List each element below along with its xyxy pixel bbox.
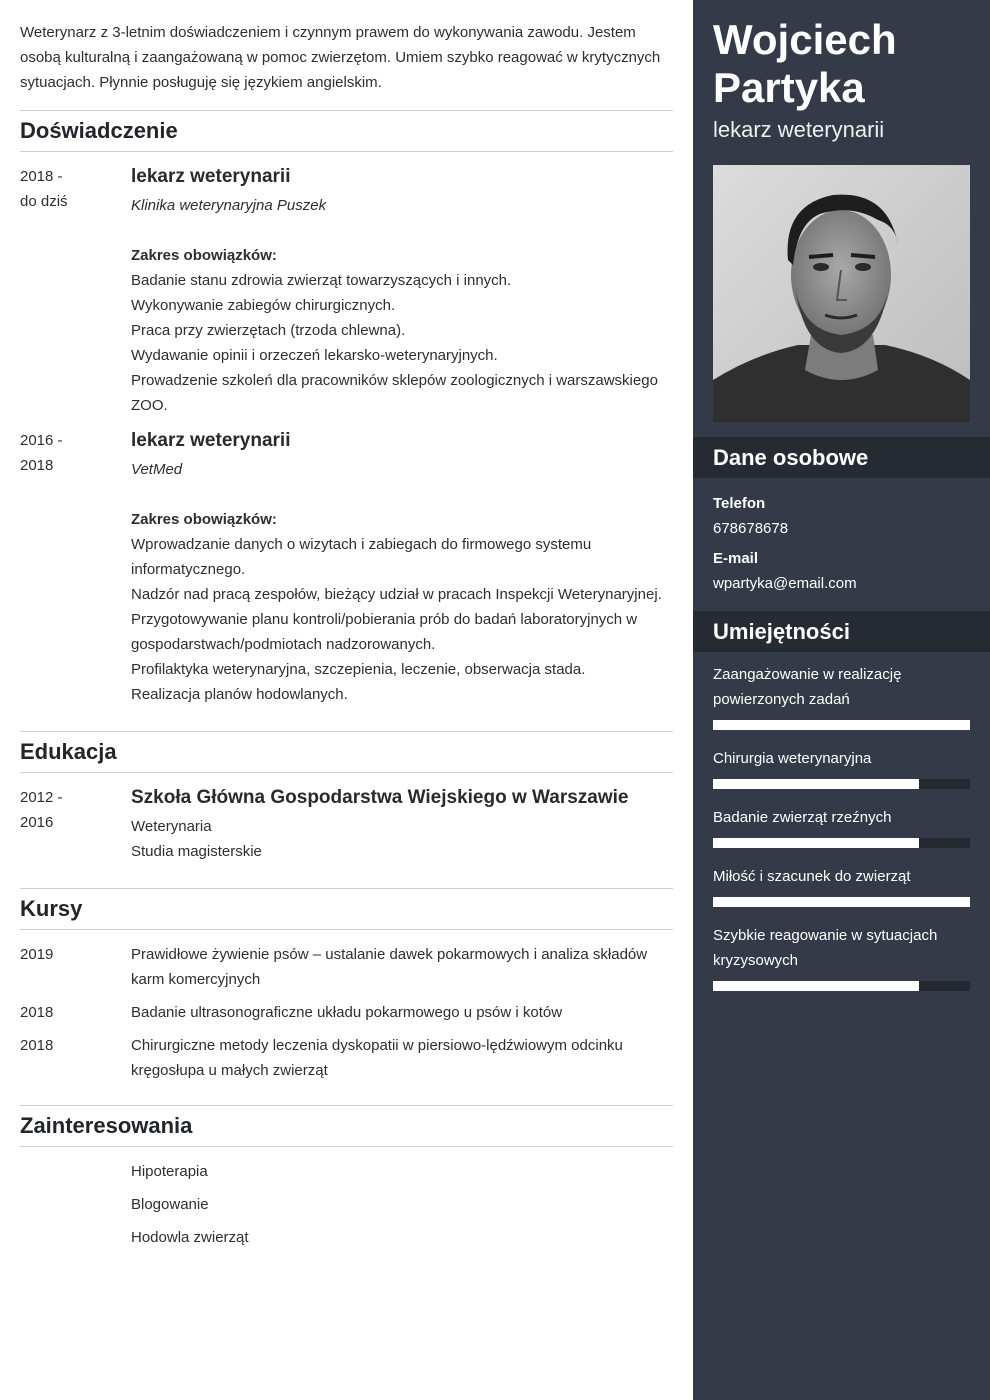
personal-data-header: Dane osobowe <box>693 437 990 478</box>
company-name: Klinika weterynaryjna Puszek <box>131 197 327 214</box>
skill-level-fill <box>713 981 919 991</box>
duty-item: Wprowadzanie danych o wizytach i zabiegach do firmowego systemu informatycznego. <box>131 536 592 578</box>
last-name: Partyka <box>713 64 865 111</box>
skill-item <box>713 746 970 789</box>
duty-item: Badanie stanu zdrowia zwierząt towarzyszących i innych. <box>131 272 512 289</box>
experience-section <box>20 111 673 732</box>
duty-item: Prowadzenie szkoleń dla pracowników sklepów zoologicznych i warszawskiego ZOO. <box>131 372 658 414</box>
interest-item: Hodowla zwierząt <box>131 1229 249 1246</box>
responsibilities-label: Zakres obowiązków: <box>131 247 277 264</box>
skill-level-fill <box>713 838 919 848</box>
email-value: wpartyka@email.com <box>713 575 857 592</box>
course-item <box>20 942 673 992</box>
duty-item: Wydawanie opinii i orzeczeń lekarsko-weterynaryjnych. <box>131 347 498 364</box>
duty-item: Wykonywanie zabiegów chirurgicznych. <box>131 297 396 314</box>
skill-item <box>713 864 970 907</box>
date-start: 2018 - <box>20 168 63 185</box>
phone-value: 678678678 <box>713 520 789 537</box>
degree: Studia magisterskie <box>131 843 262 860</box>
education-entry <box>20 785 673 864</box>
company-name: VetMed <box>131 461 183 478</box>
duty-item: Profilaktyka weterynaryjna, szczepienia, leczenie, obserwacja stada. <box>131 661 586 678</box>
experience-title: Doświadczenie <box>20 111 673 152</box>
duty-item: Praca przy zwierzętach (trzoda chlewna). <box>131 322 406 339</box>
skill-item <box>713 662 970 730</box>
course-name: Badanie ultrasonograficzne układu pokarmowego u psów i kotów <box>131 1004 563 1021</box>
experience-date <box>20 428 131 707</box>
courses-title: Kursy <box>20 889 673 930</box>
portrait-image <box>713 165 970 422</box>
skill-level-fill <box>713 779 919 789</box>
experience-entry <box>20 164 673 418</box>
skills-header: Umiejętności <box>693 611 990 652</box>
skill-name: Miłość i szacunek do zwierząt <box>713 868 911 885</box>
person-name <box>693 0 990 112</box>
skill-level-bar <box>713 838 970 848</box>
date-start: 2012 - <box>20 789 63 806</box>
email-label: E-mail <box>713 550 759 567</box>
date-start: 2016 - <box>20 432 63 449</box>
field-of-study: Weterynaria <box>131 818 212 835</box>
education-section <box>20 732 673 889</box>
profile-summary: Weterynarz z 3-letnim doświadczeniem i czynnym prawem do wykonywania zawodu. Jestem osobą kulturalną i zaangażowaną w pomoc zwierzętom. Umiem szybko reagować w krytycznych sytuacjach. Płynnie posługuję się językiem angielskim. <box>20 20 673 111</box>
interest-item: Hipoterapia <box>131 1163 208 1180</box>
skill-name: Szybkie reagowanie w sytuacjach kryzysowych <box>713 927 938 969</box>
education-date <box>20 785 131 864</box>
date-end: 2018 <box>20 457 54 474</box>
course-year: 2018 <box>20 1037 54 1054</box>
duty-item: Przygotowywanie planu kontroli/pobierania prób do badań laboratoryjnych w gospodarstwach/podmiotach nadzorowanych. <box>131 611 638 653</box>
course-item <box>20 1033 673 1083</box>
date-end: 2016 <box>20 814 54 831</box>
interests-section <box>20 1106 673 1272</box>
experience-date <box>20 164 131 418</box>
course-year: 2018 <box>20 1004 54 1021</box>
skill-level-fill <box>713 720 970 730</box>
skill-item <box>713 805 970 848</box>
skill-level-fill <box>713 897 970 907</box>
sidebar <box>693 0 990 1400</box>
course-name: Prawidłowe żywienie psów – ustalanie dawek pokarmowych i analiza składów karm komercyjnych <box>131 946 648 988</box>
date-end: do dziś <box>20 193 68 210</box>
school-name: Szkoła Główna Gospodarstwa Wiejskiego w Warszawie <box>131 787 629 808</box>
skill-item <box>713 923 970 991</box>
interest-item: Blogowanie <box>131 1196 209 1213</box>
course-name: Chirurgiczne metody leczenia dyskopatii w piersiowo-lędźwiowym odcinku kręgosłupa u małych zwierząt <box>131 1037 623 1079</box>
experience-entry <box>20 428 673 707</box>
skill-level-bar <box>713 779 970 789</box>
skill-name: Chirurgia weterynaryjna <box>713 750 872 767</box>
duty-item: Nadzór nad pracą zespołów, bieżący udział w pracach Inspekcji Weterynaryjnej. <box>131 586 662 603</box>
skill-name: Zaangażowanie w realizację powierzonych zadań <box>713 666 902 708</box>
experience-body <box>131 428 673 707</box>
education-body <box>131 785 673 864</box>
skill-level-bar <box>713 981 970 991</box>
skill-level-bar <box>713 720 970 730</box>
education-title: Edukacja <box>20 732 673 773</box>
course-item <box>20 1000 673 1025</box>
first-name: Wojciech <box>713 16 897 63</box>
skill-level-bar <box>713 897 970 907</box>
job-title: lekarz weterynarii <box>131 430 291 451</box>
interests-title: Zainteresowania <box>20 1106 673 1147</box>
skill-name: Badanie zwierząt rzeźnych <box>713 809 892 826</box>
experience-body <box>131 164 673 418</box>
contact-info <box>693 478 990 596</box>
profile-photo <box>713 165 970 422</box>
profession-title: lekarz weterynarii <box>713 117 885 142</box>
job-title: lekarz weterynarii <box>131 166 291 187</box>
phone-label: Telefon <box>713 495 766 512</box>
course-year: 2019 <box>20 946 54 963</box>
duty-item: Realizacja planów hodowlanych. <box>131 686 348 703</box>
courses-section <box>20 889 673 1106</box>
skills-list <box>693 652 990 991</box>
responsibilities-label: Zakres obowiązków: <box>131 511 277 528</box>
